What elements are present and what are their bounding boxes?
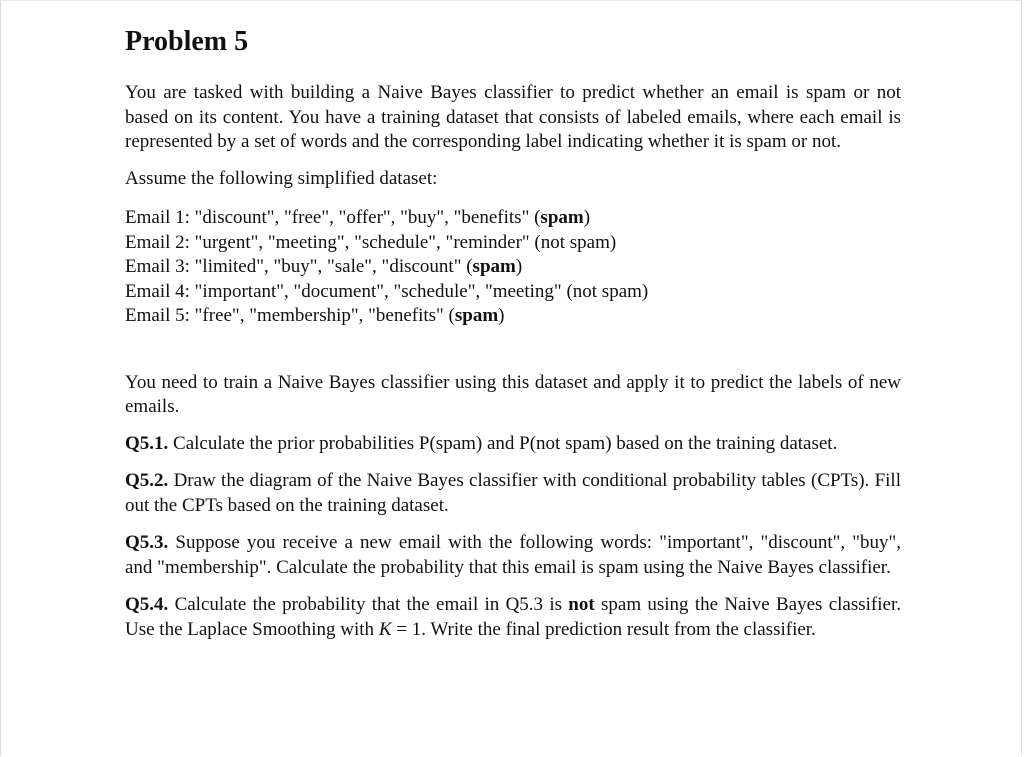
question-label: Q5.1. [125,432,169,454]
math-variable-k: K [378,618,392,640]
intro-paragraph: You are tasked with building a Naive Bayes classifier to predict whether an email is spam or not based on its content. You have a training dataset that consists of labeled emails, where each email is represented by a set of words and the corresponding label indicating whether it is spam or not. [125,82,901,152]
problem-content [125,25,901,655]
email-label: spam [454,305,499,326]
question-5-4: Q5.4. Calculate the probability that the email in Q5.3 is not spam using the Naive Bayes classifier. Use the Laplace Smoothing with K = 1. Write the final prediction result from the classifier. [125,594,901,640]
problem-title: Problem 5 [125,26,249,57]
email-line-2: Email 2: "urgent", "meeting", "schedule", "reminder" (not spam) [125,231,617,253]
email-label: spam [472,256,516,277]
question-5-1: Q5.1. Calculate the prior probabilities P(spam) and P(not spam) based on the training dataset. [125,432,838,454]
emphasis-not: not [568,594,595,615]
email-line-1: Email 1: "discount", "free", "offer", "buy", "benefits" (spam) [125,207,591,228]
question-label: Q5.2. [125,470,169,491]
question-label: Q5.4. [125,594,169,615]
email-label: not spam [572,280,642,302]
email-line-3: Email 3: "limited", "buy", "sale", "discount" (spam) [125,256,523,277]
task-paragraph: You need to train a Naive Bayes classifier using this dataset and apply it to predict the labels of new emails. [125,371,901,417]
email-line-5: Email 5: "free", "membership", "benefits" (spam) [125,305,505,326]
email-dataset [125,206,901,329]
email-line-4: Email 4: "important", "document", "schedule", "meeting" (not spam) [125,280,649,302]
question-5-3: Q5.3. Suppose you receive a new email with the following words: "important", "discount", "buy", and "membership". Calculate the probability that this email is spam using the Naive Bayes classifier. [125,532,901,578]
email-label: not spam [540,231,610,253]
question-label: Q5.3. [125,532,169,553]
question-5-2: Q5.2. Draw the diagram of the Naive Bayes classifier with conditional probability tables (CPTs). Fill out the CPTs based on the training dataset. [125,470,901,516]
assume-paragraph: Assume the following simplified dataset: [125,167,438,189]
email-label: spam [540,207,584,228]
